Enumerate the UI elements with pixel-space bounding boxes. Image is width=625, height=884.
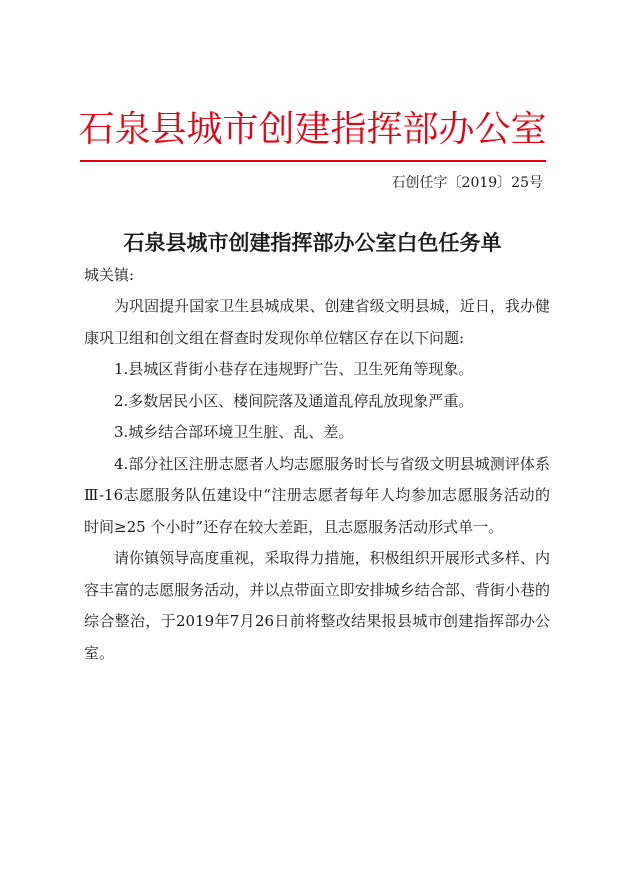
document-number: 石创任字〔2019〕25号 — [391, 175, 543, 191]
issue-item-4: 4.部分社区注册志愿者人均志愿服务时长与省级文明县城测评体系Ⅲ-16志愿服务队伍建设中“注册志愿者每年人均参加志愿服务活动的时间≥25 个小时”还存在较大差距，且志愿服务活动形式单一。 — [84, 454, 550, 536]
notice-title: 石泉县城市创建指挥部办公室白色任务单 — [123, 230, 502, 255]
notice-body — [84, 291, 550, 669]
issuing-office-header: 石泉县城市创建指挥部办公室 — [78, 109, 547, 150]
issue-item-1: 1.县城区背街小巷存在违规野广告、卫生死角等现象。 — [114, 360, 474, 378]
intro-paragraph: 为巩固提升国家卫生县城成果、创建省级文明县城，近日，我办健康巩卫组和创文组在督查时发现你单位辖区存在以下问题: — [84, 297, 550, 347]
red-header-rule — [80, 160, 546, 162]
closing-paragraph: 请你镇领导高度重视，采取得力措施，积极组织开展形式多样、内容丰富的志愿服务活动，并以点带面立即安排城乡结合部、背街小巷的综合整治，于2019年7月26日前将整改结果报县城市创建指挥部办公室。 — [84, 549, 550, 662]
issue-item-2: 2.多数居民小区、楼间院落及通道乱停乱放现象严重。 — [114, 391, 474, 410]
issue-item-3: 3.城乡结合部环境卫生脏、乱、差。 — [114, 423, 354, 441]
recipient: 城关镇: — [84, 266, 135, 284]
